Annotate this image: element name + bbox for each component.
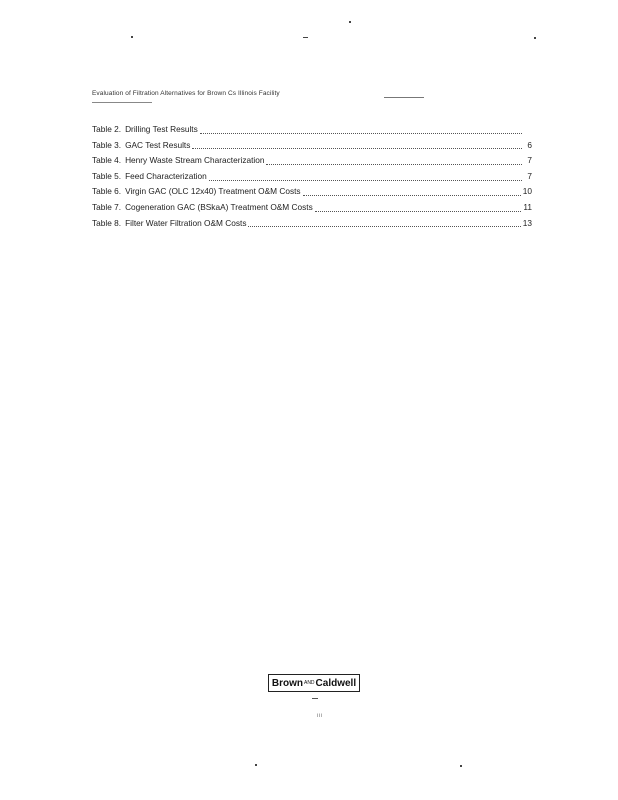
toc-table-title: Drilling Test Results <box>125 124 198 134</box>
toc-table-number: Table 3. <box>92 139 122 150</box>
toc-table-title: Cogeneration GAC (BSkaA) Treatment O&M Costs <box>125 201 313 212</box>
scan-speck <box>349 21 351 23</box>
toc-page-number: 6 <box>527 139 532 150</box>
toc-page-number: 7 <box>527 155 532 166</box>
toc-entry[interactable] <box>92 122 532 138</box>
list-of-tables <box>92 122 532 231</box>
toc-page-number: 11 <box>523 201 532 212</box>
scan-speck <box>303 37 308 38</box>
footer-page-number: iii <box>316 713 324 719</box>
toc-table-title: Filter Water Filtration O&M Costs <box>125 217 247 228</box>
scan-speck <box>460 765 462 767</box>
toc-table-title: Henry Waste Stream Characterization <box>125 155 265 166</box>
toc-table-title: GAC Test Results <box>125 139 191 150</box>
scan-speck <box>534 37 536 39</box>
toc-table-number: Table 6. <box>92 186 122 197</box>
toc-leader-dots <box>209 179 522 181</box>
logo-word-and: AND <box>303 680 315 686</box>
toc-page-number: 7 <box>527 170 532 181</box>
toc-leader-dots <box>303 194 521 196</box>
scan-speck <box>131 36 133 38</box>
toc-leader-dots <box>248 225 520 227</box>
toc-entry[interactable] <box>92 216 532 232</box>
toc-page-number: 10 <box>522 186 532 197</box>
scan-speck <box>255 764 257 766</box>
footer-mark <box>312 698 318 699</box>
brown-and-caldwell-logo <box>268 674 360 692</box>
running-header: Evaluation of Filtration Alternatives for Brown Cs Illinois Facility <box>92 90 280 97</box>
logo-word-caldwell: Caldwell <box>315 677 357 689</box>
toc-table-number: Table 7. <box>92 201 122 212</box>
header-underline <box>92 102 152 103</box>
toc-entry[interactable] <box>92 200 532 216</box>
toc-table-number: Table 2. <box>92 124 122 134</box>
toc-leader-dots <box>192 147 522 149</box>
toc-leader-dots <box>266 163 522 165</box>
logo-word-brown: Brown <box>271 677 303 689</box>
toc-table-number: Table 4. <box>92 155 122 166</box>
toc-table-number: Table 5. <box>92 170 122 181</box>
toc-entry[interactable] <box>92 184 532 200</box>
toc-table-number: Table 8. <box>92 217 122 228</box>
toc-leader-dots <box>200 132 522 134</box>
toc-entry[interactable] <box>92 138 532 154</box>
toc-entry[interactable] <box>92 153 532 169</box>
toc-leader-dots <box>315 210 522 212</box>
toc-table-title: Feed Characterization <box>125 170 207 181</box>
toc-table-title: Virgin GAC (OLC 12x40) Treatment O&M Costs <box>125 186 301 197</box>
toc-page-number: 13 <box>522 217 532 228</box>
header-rule-right <box>384 97 424 98</box>
toc-entry[interactable] <box>92 169 532 185</box>
